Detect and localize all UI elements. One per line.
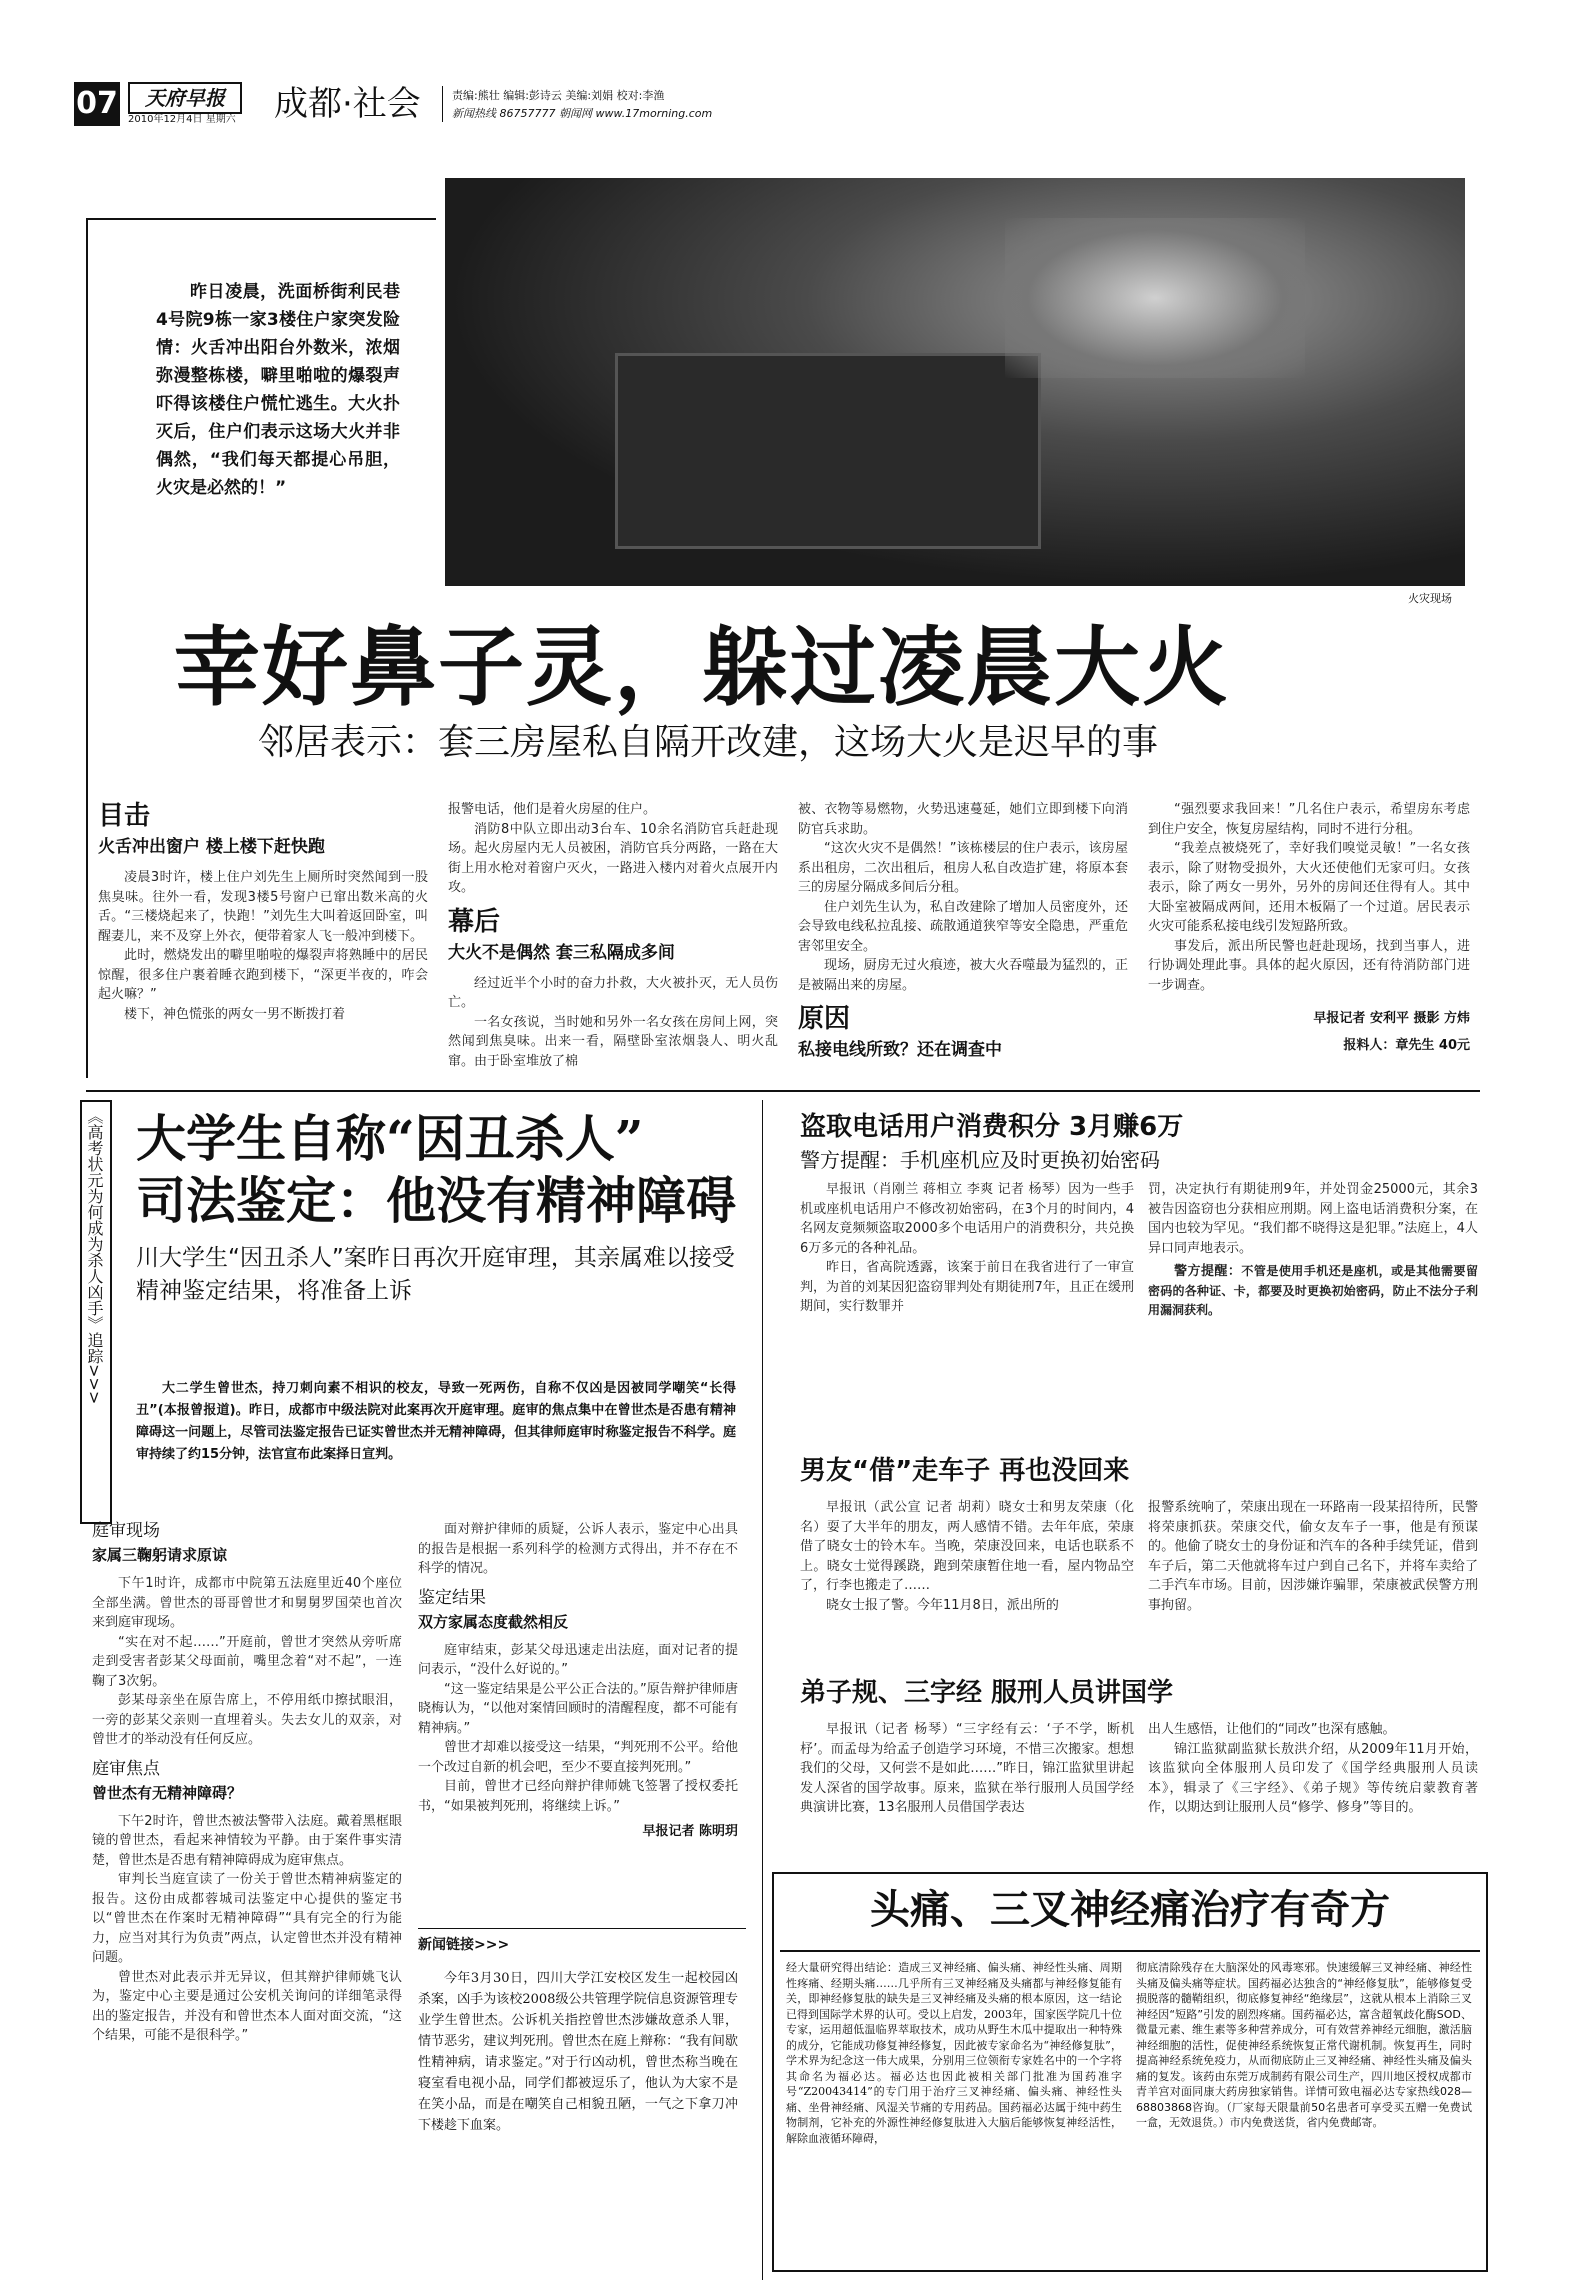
student-deck: 川大学生“因丑杀人”案昨日再次开庭审理，其亲属难以接受精神鉴定结果，将准备上诉 xyxy=(136,1245,735,1304)
student-column-2b xyxy=(418,1641,738,1817)
paragraph: 昨日，省高院透露，该案于前日在我省进行了一审宣判，为首的刘某因犯盗窃罪判处有期徒刑7年，且正在缓刑期间，实行数罪并 xyxy=(800,1260,1134,1314)
paragraph: “强烈要求我回来！”几名住户表示，希望房东考虑到住户安全，恢复房屋结构，同时不进行分租。 xyxy=(1148,802,1470,837)
section-subtitle-behind: 大火不是偶然 套三私隔成多间 xyxy=(448,942,675,963)
series-side-label xyxy=(80,1100,112,1524)
paragraph: “这次火灾不是偶然！”该栋楼层的住户表示，该房屋系出租房，二次出租后，租房人私自改造扩建，将原本套三的房屋分隔成多间后分租。 xyxy=(798,841,1128,895)
paragraph: 经过近半个小时的奋力扑救，大火被扑灭，无人员伤亡。 xyxy=(448,975,778,1010)
phone-column-2 xyxy=(1148,1180,1478,1321)
ad-headline: 头痛、三叉神经痛治疗有奇方 xyxy=(870,1886,1390,1933)
paragraph: 面对辩护律师的质疑，公诉人表示，鉴定中心出具的报告是根据一系列科学的检测方式得出，并不存在不科学的情况。 xyxy=(418,1522,738,1576)
photo-caption: 火灾现场 xyxy=(1408,592,1452,605)
editor-credits: 责编:熊壮 编辑:彭诗云 美编:刘娟 校对:李渔 xyxy=(452,89,665,102)
classic-headline: 弟子规、三字经 服刑人员讲国学 xyxy=(800,1678,1174,1708)
section-title-cause: 原因 xyxy=(798,1004,851,1034)
paragraph: 下午1时许，成都市中院第五法庭里近40个座位全部坐满。曾世杰的哥哥曾世才和舅舅罗国荣也首次来到庭审现场。 xyxy=(92,1576,402,1630)
paragraph: 早报讯（肖刚兰 蒋相立 李爽 记者 杨琴）因为一些手机或座机电话用户不修改初始密码，在3个月的时间内，4名网友竟频频盗取2000多个电话用户的消费积分，共兑换6万多元的各种礼品。 xyxy=(800,1182,1134,1256)
section-label-focus: 庭审焦点 xyxy=(92,1758,160,1779)
series-side-label-text: 《高考状元为何成为杀人凶手》追踪>>> xyxy=(85,1108,104,1405)
police-tip xyxy=(1148,1262,1478,1321)
student-column-1a xyxy=(92,1574,402,1750)
paper-logo: 天府早报 xyxy=(128,82,242,114)
paragraph: 出人生感悟，让他们的“同改”也深有感触。 xyxy=(1148,1722,1396,1737)
fire-column-2b xyxy=(448,974,778,1072)
student-byline: 早报记者 陈明玥 xyxy=(642,1824,738,1839)
ad-column-1: 经大量研究得出结论：造成三叉神经痛、偏头痛、神经性头痛、周期性疼痛、经期头痛……几乎所有三叉神经痛及头痛都与神经修复能有关，即神经修复肽的缺失是三叉神经痛及头痛的根本原因，这一结论已得到国际学术界的认可。受以上启发，2003年，国家医学院几十位专家，运用超低温临界萃取技术，成功从野生木瓜中提取出一种特殊的成分，它能成功修复神经修复，因此被专家命名为“神经修复肽”，学术界为纪念这一伟大成果，分别用三位领衔专家姓名中的一个字将其命名为福必达。福必达也因此被相关部门批准为国药准字号“Z20043414”的专门用于治疗三叉神经痛、偏头痛、神经性头痛、坐骨神经痛、风湿关节痛的专用药品。国药福必达属于纯中药生物制剂，它补充的外源性神经修复肽进入大脑后能够恢复神经活性，解除血液循环障碍， xyxy=(786,1961,1122,2145)
news-link-text: 今年3月30日，四川大学江安校区发生一起校园凶杀案，凶手为该校2008级公共管理学院信息资源管理专业学生曾世杰。公诉机关指控曾世杰涉嫌故意杀人罪，情节恶劣，建议判死刑。曾世杰在庭上辩称：“我有间歇性精神病，请求鉴定。”对于行凶动机，曾世杰称当晚在寝室看电视小品，同学们都被逗乐了，他认为大家不是在笑小品，而是在嘲笑自己相貌丑陋，一气之下拿刀冲下楼趁下血案。 xyxy=(418,1971,738,2133)
paragraph: 庭审结束，彭某父母迅速走出法庭，面对记者的提问表示，“没什么好说的。” xyxy=(418,1642,738,1677)
news-hotline: 新闻热线 86757777 朝闻网 www.17morning.com xyxy=(452,107,713,120)
news-link-label: 新闻链接>>> xyxy=(418,1937,510,1953)
section-title-witness: 目击 xyxy=(98,801,151,831)
classic-column-1 xyxy=(800,1720,1134,1818)
burnt-bed xyxy=(615,353,1041,549)
paragraph: 下午2时许，曾世杰被法警带入法庭。戴着黑框眼镜的曾世杰，看起来神情较为平静。由于案件事实清楚，曾世杰是否患有精神障碍成为庭审焦点。 xyxy=(92,1813,402,1868)
car-column-1 xyxy=(800,1498,1134,1615)
student-headline-2: 司法鉴定：他没有精神障碍 xyxy=(136,1171,736,1230)
section-title: 成都·社会 xyxy=(274,84,421,124)
fire-column-1 xyxy=(98,868,428,1024)
phone-column-1 xyxy=(800,1180,1134,1317)
page-number: 07 xyxy=(74,82,120,126)
paragraph: 现场，厨房无过火痕迹，被大火吞噬最为猛烈的，正是被隔出来的房屋。 xyxy=(798,958,1128,993)
student-headline-1: 大学生自称“因丑杀人” xyxy=(136,1109,644,1168)
fire-column-2a xyxy=(448,800,778,898)
fire-scene-photo xyxy=(445,178,1465,586)
window-light xyxy=(1005,218,1305,378)
paragraph: “我差点被烧死了，幸好我们嗅觉灵敏！”一名女孩表示，除了财物受损外，大火还使他们无家可归。女孩表示，除了两女一男外，另外的房间还住得有人。其中大卧室被隔成两间，还用木板隔了一个过道。居民表示火灾可能系私接电线引发短路所致。 xyxy=(1148,841,1470,934)
car-headline: 男友“借”走车子 再也没回来 xyxy=(800,1456,1130,1486)
paragraph: “这一鉴定结果是公平公正合法的。”原告辩护律师唐晓梅认为，“以他对案情回顾时的清醒程度，都不可能有精神病。” xyxy=(418,1681,738,1736)
paragraph: 此时，燃烧发出的噼里啪啦的爆裂声将熟睡中的居民惊醒，很多住户裹着睡衣跑到楼下，“深更半夜的，咋会起火嘛？” xyxy=(98,948,428,1002)
section-subtitle-witness: 火舌冲出窗户 楼上楼下赶快跑 xyxy=(98,837,325,857)
fire-byline: 早报记者 安利平 摄影 方炜 xyxy=(1313,1011,1470,1026)
car-column-2 xyxy=(1148,1498,1478,1615)
section-label-court: 庭审现场 xyxy=(92,1521,160,1541)
ad-column-2: 彻底清除残存在大脑深处的风毒寒邪。快速缓解三叉神经痛、神经性头痛及偏头痛等症状。国药福必达独含的“神经修复肽”，能够修复受损脱落的髓鞘组织，彻底修复神经“绝缘层”，这就从根本上消除三叉神经因“短路”引发的剧烈疼痛。国药福必达，富含超氧歧化酶SOD、微量元素、维生素等多种营养成分，可有效营养神经元细胞，激活脑神经细胞的活性，促使神经系统恢复正常代谢机制。恢复再生，同时提高神经系统免疫力，从而彻底防止三叉神经痛、神经性头痛及偏头痛的复发。该药由东莞万成制药有限公司生产，四川地区授权成都市青羊宫对面同康大药房独家销售。详情可致电福必达专家热线028—68803868咨询。（厂家每天限量前50名患者可享受买五赠一免费试一盒，无效退货。）市内免费送货，省内免费邮寄。 xyxy=(1136,1961,1472,2129)
section-subtitle-cause: 私接电线所致？还在调查中 xyxy=(798,1040,1002,1060)
paragraph: 早报讯（记者 杨琴）“三字经有云：‘子不学，断机杼’。而孟母为给孟子创造学习环境，不惜三次搬家。想想我们的父母，又何尝不是如此……”昨日，锦江监狱里讲起发人深省的国学故事。原来，监狱在举行服刑人员国学经典演讲比赛，13名服刑人员借国学表达 xyxy=(800,1722,1134,1815)
student-column-1b xyxy=(92,1812,402,2046)
fire-headline: 幸好鼻子灵，躲过凌晨大火 xyxy=(174,617,1230,718)
paragraph: 报警系统响了，荣康出现在一环路南一段某招待所，民警将荣康抓获。荣康交代，偷女友车子一事，他是有预谋的。他偷了晓女士的身份证和汽车的各种手续凭证，借到车子后，第二天他就将车过户到自己名下，并将车卖给了二手汽车市场。目前，因涉嫌诈骗罪，荣康被武侯警方刑事拘留。 xyxy=(1148,1500,1478,1613)
phone-headline: 盗取电话用户消费积分 3月赚6万 xyxy=(800,1112,1184,1142)
section-subtitle-court: 家属三鞠躬请求原谅 xyxy=(92,1546,228,1564)
paragraph: 被、衣物等易燃物，火势迅速蔓延，她们立即到楼下向消防官兵求助。 xyxy=(798,802,1128,837)
paragraph: 晓女士报了警。今年11月8日，派出所的 xyxy=(826,1597,1059,1613)
fire-subheadline: 邻居表示：套三房屋私自隔开改建，这场大火是迟早的事 xyxy=(258,722,1159,763)
issue-date: 2010年12月4日 星期六 xyxy=(128,114,236,125)
paragraph: 凌晨3时许，楼上住户刘先生上厕所时突然闻到一股焦臭味。往外一看，发现3楼5号窗户已窜出数米高的火舌。“三楼烧起来了，快跑！”刘先生大叫着返回卧室，叫醒妻儿，来不及穿上外衣，便带着家人飞一般冲到楼下。 xyxy=(98,870,428,944)
paragraph: 消防8中队立即出动3台车、10余名消防官兵赶赴现场。起火房屋内无人员被困，消防官兵分两路，一路在大街上用水枪对着窗户灭火，一路进入楼内对着火点展开内攻。 xyxy=(448,821,778,895)
paragraph: 住户刘先生认为，私自改建除了增加人员密度外，还会导致电线私拉乱接、疏散通道狭窄等安全隐患，严重危害邻里安全。 xyxy=(798,899,1128,954)
fire-column-4 xyxy=(1148,800,1470,995)
section-subtitle-result: 双方家属态度截然相反 xyxy=(418,1612,569,1631)
paragraph: 锦江监狱副监狱长敖洪介绍，从2009年11月开始，该监狱向全体服刑人员印发了《国学经典服刑人员读本》，辑录了《三字经》、《弟子规》等传统启蒙教育著作，以期达到让服刑人员“修学、修身”等目的。 xyxy=(1148,1741,1478,1815)
paragraph: 事发后，派出所民警也赶赴现场，找到当事人，进行协调处理此事。具体的起火原因，还有待消防部门进一步调查。 xyxy=(1148,938,1470,993)
paragraph: “实在对不起……”开庭前，曾世才突然从旁听席走到受害者彭某父母面前，嘴里念着“对不起”，一连鞠了3次躬。 xyxy=(92,1634,402,1689)
paragraph: 彭某母亲坐在原告席上，不停用纸巾擦拭眼泪，一旁的彭某父亲则一直埋着头。失去女儿的双亲，对曾世才的举动没有任何反应。 xyxy=(92,1693,402,1747)
section-label-result: 鉴定结果 xyxy=(418,1587,486,1608)
paragraph: 楼下，神色慌张的两女一男不断拨打着 xyxy=(124,1006,346,1022)
section-subtitle-focus: 曾世杰有无精神障碍？ xyxy=(92,1783,243,1802)
fire-lead: 昨日凌晨，洗面桥街利民巷4号院9栋一家3楼住户家突发险情：火舌冲出阳台外数米，浓烟弥漫整栋楼，噼里啪啦的爆裂声吓得该楼住户慌忙逃生。大火扑灭后，住户们表示这场大火并非偶然，“我们每天都提心吊胆，火灾是必然的！” xyxy=(156,282,400,498)
advertisement xyxy=(772,1872,1488,2272)
paragraph: 审判长当庭宣读了一份关于曾世杰精神病鉴定的报告。这份由成都蓉城司法鉴定中心提供的鉴定书以“曾世杰在作案时无精神障碍”“具有完全的行为能力，应当对其行为负责”两点，认定曾世杰并没有精神问题。 xyxy=(92,1872,402,1965)
phone-subheadline: 警方提醒：手机座机应及时更换初始密码 xyxy=(800,1148,1160,1172)
student-column-2a xyxy=(418,1520,738,1579)
paragraph: 曾世才却难以接受这一结果，“判死刑不公平。给他一个改过自新的机会吧，至少不要直接判死刑。” xyxy=(418,1740,738,1775)
classic-column-2 xyxy=(1148,1720,1478,1818)
police-tip-text: 不管是使用手机还是座机，或是其他需要留密码的各种证、卡，都要及时更换初始密码，防止不法分子利用漏洞获利。 xyxy=(1148,1264,1478,1317)
paragraph: 罚，决定执行有期徒刑9年，并处罚金25000元，其余3被告因盗窃也分获相应刑期。网上盗电话消费积分案，在国内也较为罕见。“我们都不晓得这是犯罪。”法庭上，4人异口同声地表示。 xyxy=(1148,1182,1478,1256)
paragraph: 曾世杰对此表示并无异议，但其辩护律师姚飞认为，鉴定中心主要是通过公安机关询问的详细笔录得出的鉴定报告，并没有和曾世杰本人面对面交流，“这个结果，可能不是很科学。” xyxy=(92,1969,402,2043)
masthead xyxy=(74,82,1514,128)
student-lead: 大二学生曾世杰，持刀刺向素不相识的校友，导致一死两伤，自称不仅凶是因被同学嘲笑“长得丑”(本报曾报道)。昨日，成都市中级法院对此案再次开庭审理。庭审的焦点集中在曾世杰是否患有精神障碍这一问题上，尽管司法鉴定报告已证实曾世杰并无精神障碍，但其律师庭审时称鉴定报告不科学。庭审持续了约15分钟，法官宣布此案择日宣判。 xyxy=(136,1381,736,1462)
police-tip-label: 警方提醒： xyxy=(1174,1264,1242,1279)
paragraph: 目前，曾世才已经向辩护律师姚飞签署了授权委托书，“如果被判死刑，将继续上诉。” xyxy=(418,1779,738,1814)
section-title-behind: 幕后 xyxy=(448,906,501,937)
paragraph: 早报讯（武公宣 记者 胡莉）晓女士和男友荣康（化名）耍了大半年的朋友，两人感情不错。去年年底，荣康借了晓女士的铃木车。当晚，荣康没回来，电话也联系不上。晓女士觉得蹊跷，跑到荣康暂住地一看，屋内物品空了，行李也搬走了…… xyxy=(800,1500,1134,1593)
fire-column-3 xyxy=(798,800,1128,995)
fire-tipster: 报料人：章先生 40元 xyxy=(1343,1038,1470,1053)
paragraph: 报警电话，他们是着火房屋的住户。 xyxy=(448,802,657,817)
paragraph: 一名女孩说，当时她和另外一名女孩在房间上网，突然闻到焦臭味。出来一看，隔壁卧室浓烟袅人、明火乱窜。由于卧室堆放了棉 xyxy=(448,1014,778,1069)
